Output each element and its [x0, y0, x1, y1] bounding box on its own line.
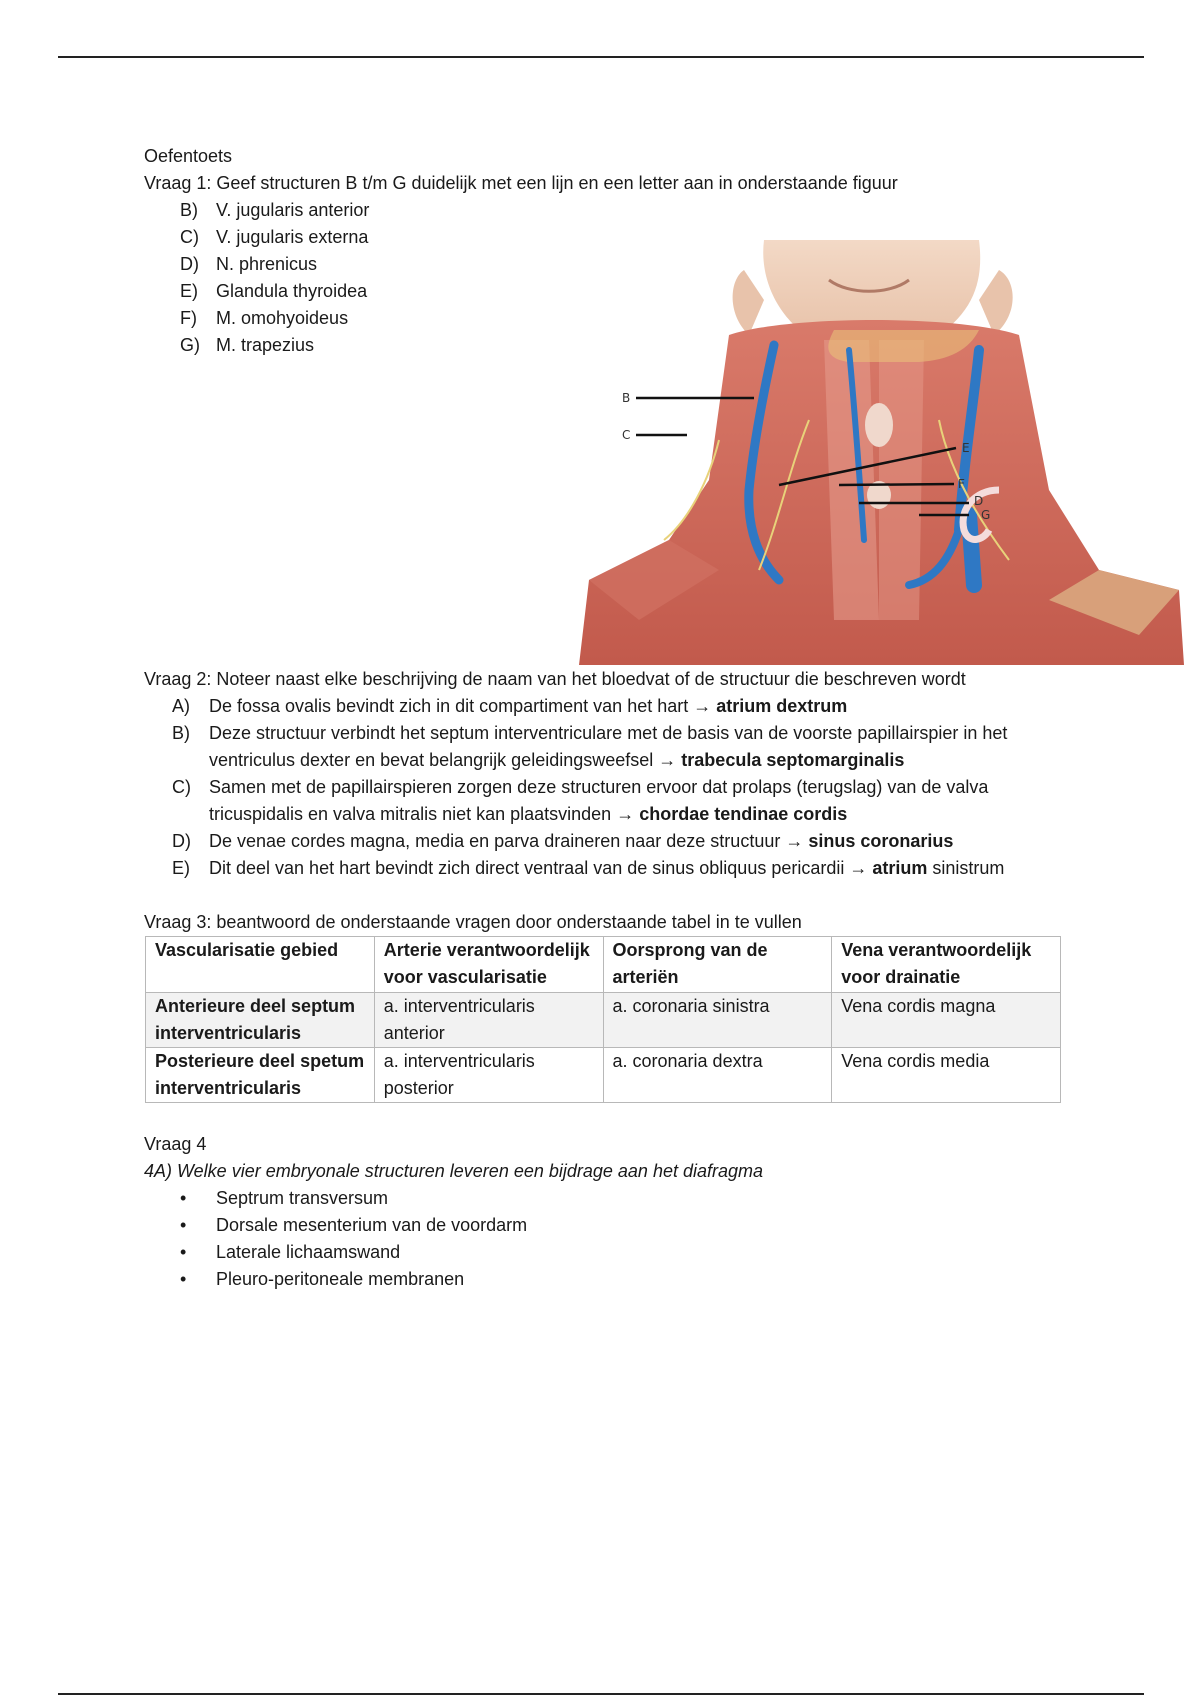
- list-item: D) N. phrenicus: [180, 254, 318, 274]
- bullet-icon: •: [180, 1269, 187, 1289]
- vascularisation-table: [145, 936, 1061, 1103]
- figure-label-e: E: [962, 441, 970, 455]
- figure-label-f: F: [958, 477, 965, 491]
- bullet-icon: •: [180, 1242, 187, 1262]
- table-cell: a. coronaria sinistra: [603, 993, 832, 1048]
- table-cell: Vena cordis media: [832, 1048, 1061, 1103]
- question-3-text: Vraag 3: beantwoord de onderstaande vragen door onderstaande tabel in te vullen: [144, 912, 802, 932]
- table-header: Arterie verantwoordelijk voor vascularisatie: [374, 937, 603, 993]
- table-header: Vascularisatie gebied: [146, 937, 375, 993]
- question-1-text: Vraag 1: Geef structuren B t/m G duidelijk met een lijn en een letter aan in onderstaande figuur: [144, 173, 898, 193]
- footer-rule: [58, 1693, 1144, 1695]
- list-item: • Pleuro-peritoneale membranen: [180, 1266, 1064, 1293]
- list-item: A) De fossa ovalis bevindt zich in dit compartiment van het hart → atrium dextrum: [172, 696, 848, 716]
- table-cell: Vena cordis magna: [832, 993, 1061, 1048]
- answer: trabecula septomarginalis: [681, 750, 905, 770]
- list-item: E) Glandula thyroidea: [180, 281, 368, 301]
- list-item: D) De venae cordes magna, media en parva draineren naar deze structuur → sinus coronarius: [172, 831, 954, 851]
- figure-label-c: C: [622, 428, 631, 442]
- list-item: • Dorsale mesenterium van de voordarm: [180, 1212, 1064, 1239]
- question-4-list: [144, 1185, 1064, 1293]
- list-item: C) Samen met de papillairspieren zorgen deze structuren ervoor dat prolaps (terugslag) van de valva tricuspidalis en valva mitralis niet kan plaatsvinden → chordae tendinae cordis: [172, 777, 989, 824]
- list-item: G) M. trapezius: [180, 335, 315, 355]
- table-cell: a. interventricularis anterior: [374, 993, 603, 1048]
- table-cell: a. interventricularis posterior: [374, 1048, 603, 1103]
- arrow-icon: →: [693, 696, 712, 716]
- arrow-icon: →: [616, 804, 635, 824]
- neck-anatomy-figure: [579, 240, 1184, 665]
- answer: atrium: [872, 858, 928, 878]
- table-cell: Posterieure deel spetum interventricularis: [146, 1048, 375, 1103]
- table-header: Oorsprong van de arteriën: [603, 937, 832, 993]
- answer: chordae tendinae cordis: [639, 804, 848, 824]
- table-row: [146, 993, 1061, 1048]
- figure-neck-muscles: [579, 320, 1184, 665]
- list-item: • Laterale lichaamswand: [180, 1239, 1064, 1266]
- answer: atrium dextrum: [716, 696, 848, 716]
- question-2-text: Vraag 2: Noteer naast elke beschrijving de naam van het bloedvat of de structuur die beschreven wordt: [144, 669, 966, 689]
- table-cell: Anterieure deel septum interventricularis: [146, 993, 375, 1048]
- table-header: Vena verantwoordelijk voor drainatie: [832, 937, 1061, 993]
- arrow-icon: →: [785, 831, 804, 851]
- question-3: [144, 909, 1064, 1103]
- arrow-icon: →: [849, 858, 868, 878]
- question-1: [144, 170, 1064, 635]
- document-body: [144, 143, 1064, 1293]
- question-2-list: [144, 693, 1064, 882]
- list-item: B) Deze structuur verbindt het septum interventriculare met de basis van de voorste papillairspier in het ventriculus dexter en bevat belangrijk geleidingsweefsel → trabecula septomarginalis: [172, 723, 1008, 770]
- list-item: B) V. jugularis anterior: [180, 200, 370, 220]
- arrow-icon: →: [658, 750, 677, 770]
- figure-label-b: B: [622, 391, 631, 405]
- header-rule: [58, 56, 1144, 58]
- question-4-heading: Vraag 4: [144, 1134, 207, 1154]
- table-header-row: [146, 937, 1061, 993]
- list-item: E) Dit deel van het hart bevindt zich direct ventraal van de sinus obliquus pericardii → atrium sinistrum: [172, 858, 1005, 878]
- answer: sinus coronarius: [808, 831, 954, 851]
- document-title: Oefentoets: [144, 146, 233, 166]
- bullet-icon: •: [180, 1215, 187, 1235]
- question-4: [144, 1131, 1064, 1293]
- table-cell: a. coronaria dextra: [603, 1048, 832, 1103]
- list-item: F) M. omohyoideus: [180, 308, 349, 328]
- question-4a-text: 4A) Welke vier embryonale structuren leveren een bijdrage aan het diafragma: [144, 1161, 764, 1181]
- figure-label-g: G: [981, 508, 991, 522]
- figure-label-d: D: [974, 494, 984, 508]
- list-item: C) V. jugularis externa: [180, 227, 369, 247]
- list-item: • Septrum transversum: [180, 1185, 1064, 1212]
- table-row: [146, 1048, 1061, 1103]
- bullet-icon: •: [180, 1188, 187, 1208]
- question-2: [144, 666, 1064, 882]
